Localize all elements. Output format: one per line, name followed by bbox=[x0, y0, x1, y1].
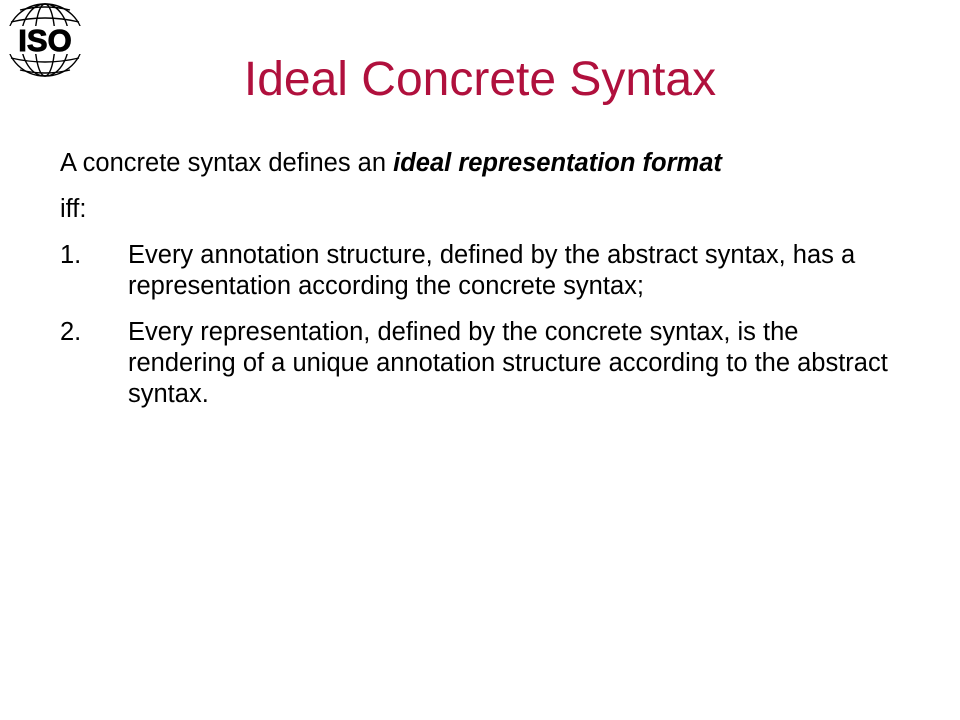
list-item-number: 1. bbox=[60, 241, 82, 269]
intro-suffix: iff: bbox=[60, 195, 87, 223]
slide-body bbox=[60, 148, 900, 425]
iso-logo-text: ISO bbox=[18, 23, 72, 58]
list-item bbox=[60, 240, 900, 302]
list-item-number: 2. bbox=[60, 318, 82, 346]
list-item bbox=[60, 317, 900, 410]
slide-title: Ideal Concrete Syntax bbox=[243, 53, 717, 106]
list-item-text: Every annotation structure, defined by the abstract syntax, has a representation according the concrete syntax; bbox=[128, 241, 856, 300]
intro-emphasis: ideal representation format bbox=[393, 149, 722, 177]
intro-prefix: A concrete syntax defines an bbox=[60, 149, 394, 177]
intro-line bbox=[60, 148, 900, 179]
list-item-text: Every representation, defined by the concrete syntax, is the rendering of a unique annotation structure according to the abstract syntax. bbox=[128, 318, 888, 408]
